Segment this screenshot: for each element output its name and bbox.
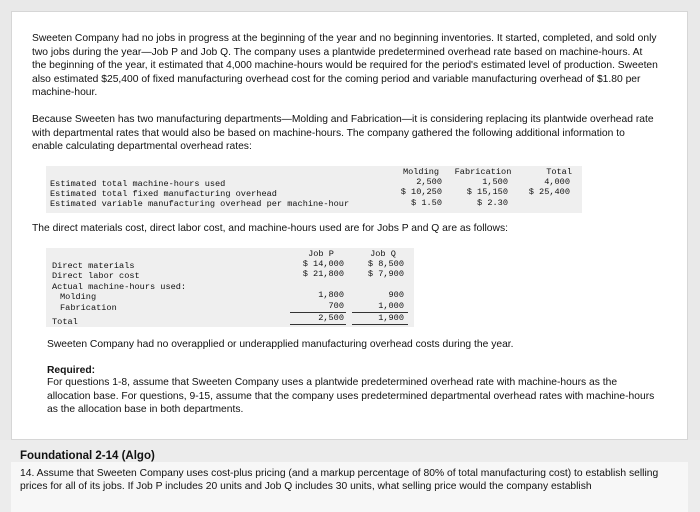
- row-label: Estimated total machine-hours used: [50, 179, 226, 189]
- cell: $ 25,400: [528, 187, 570, 197]
- cell: 1,500: [482, 177, 508, 187]
- no-over-under-paragraph: Sweeten Company had no overapplied or underapplied manufacturing overhead costs during the year.: [47, 339, 514, 350]
- total-rule: [290, 324, 346, 325]
- departments-paragraph: Because Sweeten has two manufacturing departments—Molding and Fabrication—it is considering replacing its plantwide overhead rate with departmental rates that would also be based on machine-hours. The company gathered the following additional information to enable calculating departmental overhead rates:: [32, 114, 654, 153]
- col-header-job-q: Job Q: [370, 249, 396, 259]
- cell: $ 10,250: [400, 187, 442, 197]
- cell: 2,500: [416, 177, 442, 187]
- cell: $ 1.50: [411, 198, 442, 208]
- required-paragraph: For questions 1-8, assume that Sweeten Company uses a plantwide predetermined overhead rate with machine-hours as the allocation base. For questions, 9-15, assume that the company uses predetermined departmental overhead rates with machine-hours as the allocation base in both departments.: [47, 377, 655, 416]
- row-label: Fabrication: [60, 303, 117, 313]
- total-rule: [352, 324, 408, 325]
- cell: $ 7,900: [367, 269, 404, 279]
- row-label: Total: [52, 317, 78, 327]
- section-title: Foundational 2-14 (Algo): [20, 450, 155, 462]
- col-header-fabrication: Fabrication: [454, 167, 512, 177]
- col-header-job-p: Job P: [308, 249, 334, 259]
- direct-costs-paragraph: The direct materials cost, direct labor cost, and machine-hours used are for Jobs P and Q are as follows:: [32, 223, 508, 234]
- cell: $ 8,500: [367, 259, 404, 269]
- cell: 1,000: [378, 301, 404, 311]
- intro-paragraph: Sweeten Company had no jobs in progress at the beginning of the year and no beginning inventories. It started, completed, and sold only two jobs during the year—Job P and Job Q. The company uses a plantwide predetermined overhead rate based on machine-hours. At the beginning of the year, it estimated that 4,000 machine-hours would be required for the period's estimated level of production. Sweeten also estimated $25,400 of fixed manufacturing overhead cost for the coming period and variable manufacturing overhead of $1.80 per machine-hour.: [32, 33, 658, 99]
- row-label: Direct labor cost: [52, 271, 140, 281]
- cell: 900: [388, 290, 404, 300]
- row-label: Estimated variable manufacturing overhead per machine-hour: [50, 199, 350, 209]
- cell: $ 15,150: [466, 187, 508, 197]
- cell: 700: [328, 301, 344, 311]
- row-label: Estimated total fixed manufacturing overhead: [50, 189, 277, 199]
- question-text: 14. Assume that Sweeten Company uses cost-plus pricing (and a markup percentage of 80% of total manufacturing cost) to establish selling prices for all of its jobs. If Job P includes 20 units and Job Q includes 30 units, what selling price would the company establish: [20, 468, 688, 493]
- row-label: Actual machine-hours used:: [52, 282, 187, 292]
- cell: $ 14,000: [302, 259, 344, 269]
- row-label: Molding: [60, 292, 97, 302]
- cell: $ 21,800: [302, 269, 344, 279]
- row-label: Direct materials: [52, 261, 135, 271]
- col-header-total: Total: [546, 167, 572, 177]
- cell: 1,800: [318, 290, 344, 300]
- cell: $ 2.30: [477, 198, 508, 208]
- cell: 1,900: [378, 313, 404, 323]
- cell: 4,000: [544, 177, 570, 187]
- required-label: Required:: [47, 365, 96, 376]
- col-header-molding: Molding: [402, 167, 440, 177]
- cell: 2,500: [318, 313, 344, 323]
